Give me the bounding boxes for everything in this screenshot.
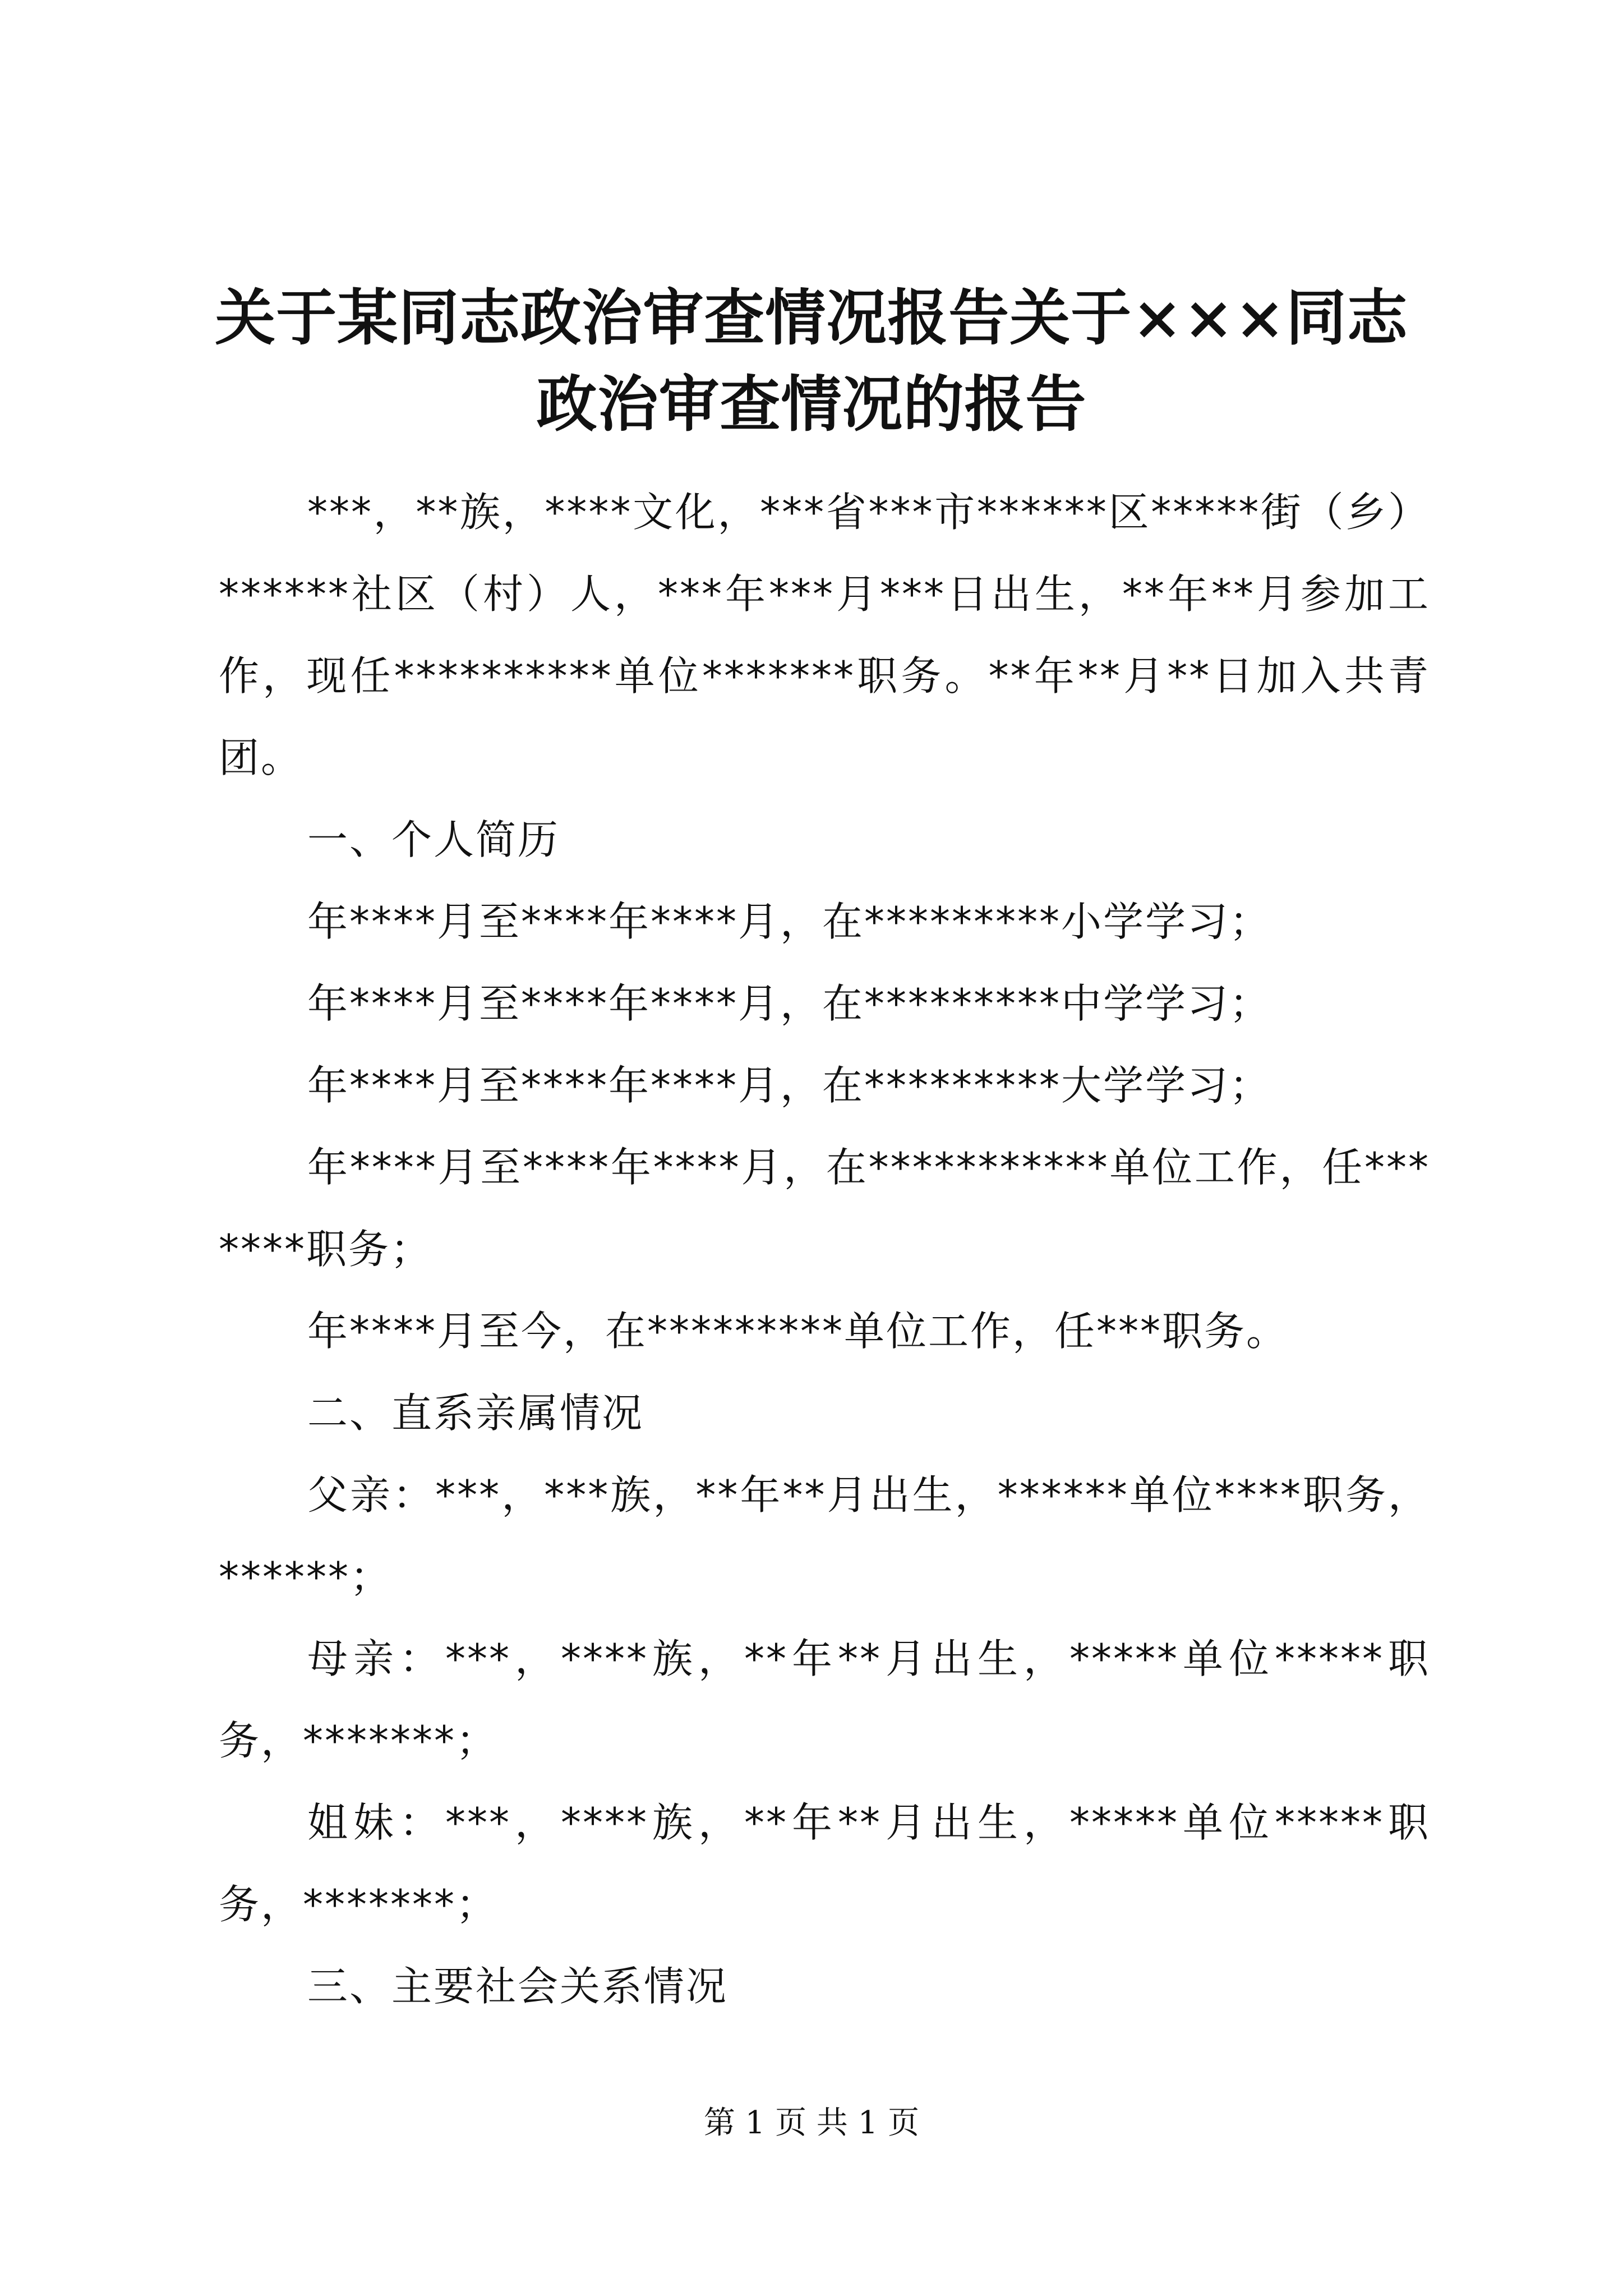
section-heading-social-relations: 三、主要社会关系情况: [307, 1963, 728, 2010]
document-body: [219, 471, 1430, 2027]
resume-item: 年****月至****年****月，在*********大学学习；: [307, 1062, 1272, 1109]
resume-item: 年****月至****年****月，在*********小学学习；: [307, 898, 1272, 945]
resume-item: 年****月至****年****月，在*********中学学习；: [307, 980, 1272, 1027]
resume-item: 年****月至今，在*********单位工作，任***职务。: [307, 1308, 1289, 1355]
section-heading-relatives: 二、直系亲属情况: [307, 1389, 644, 1437]
section-heading-resume: 一、个人简历: [307, 816, 560, 863]
resume-item: 年****月至****年****月，在***********单位工作，任*******职务；: [219, 1144, 1430, 1273]
relative-item-mother: 母亲：***，****族，**年**月出生，*****单位*****职务，*******；: [219, 1635, 1430, 1764]
relative-item-father: 父亲：***，***族，**年**月出生，******单位****职务，******；: [219, 1471, 1430, 1600]
document-title: 关于某同志政治审查情况报告关于×××同志政治审查情况的报告: [215, 283, 1408, 440]
page-footer: 第 1 页 共 1 页: [703, 2105, 920, 2141]
intro-paragraph: ***，**族，****文化，***省***市******区*****街（乡）******社区（村）人，***年***月***日出生，**年**月参加工作，现任**********单位*******职务。**年**月**日加入共青团。: [219, 489, 1430, 781]
relative-item-sister: 姐妹：***，****族，**年**月出生，*****单位*****职务，*******；: [219, 1799, 1430, 1928]
